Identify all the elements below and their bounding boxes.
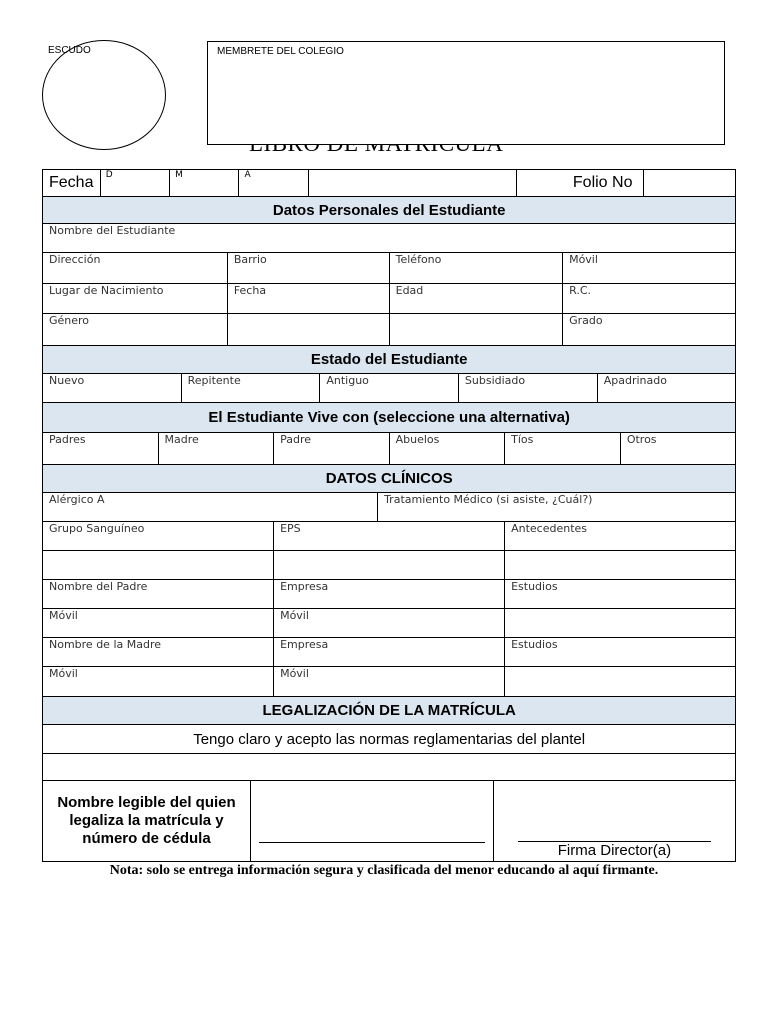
status-option-subsidiado[interactable]: Subsidiado xyxy=(458,374,597,403)
status-option-repitente[interactable]: Repitente xyxy=(181,374,320,403)
birthplace-field[interactable]: Lugar de Nacimiento xyxy=(43,284,228,314)
lives-with-abuelos[interactable]: Abuelos xyxy=(389,433,504,465)
fecha-label: Fecha xyxy=(43,170,101,197)
father-name-field[interactable]: Nombre del Padre xyxy=(43,580,274,609)
mother-blank-field[interactable] xyxy=(505,667,736,697)
blank-date-field[interactable] xyxy=(308,170,516,197)
gender-field[interactable]: Género xyxy=(43,314,228,346)
signature-line xyxy=(259,842,485,843)
lives-with-section-header: El Estudiante Vive con (seleccione una alternativa) xyxy=(43,403,736,433)
folio-field[interactable] xyxy=(643,170,735,197)
membrete-label: MEMBRETE DEL COLEGIO xyxy=(217,46,344,57)
mother-studies-field[interactable]: Estudios xyxy=(505,638,736,667)
mother-name-field[interactable]: Nombre de la Madre xyxy=(43,638,274,667)
status-option-apadrinado[interactable]: Apadrinado xyxy=(597,374,736,403)
mother-mobile-field[interactable]: Móvil xyxy=(43,667,274,697)
rc-field[interactable]: R.C. xyxy=(563,284,736,314)
folio-label: Folio No xyxy=(516,170,643,197)
escudo-placeholder xyxy=(42,40,166,150)
address-field[interactable]: Dirección xyxy=(43,253,228,284)
lives-with-otros[interactable]: Otros xyxy=(620,433,736,465)
mobile-field[interactable]: Móvil xyxy=(563,253,736,284)
clinical-section-header: DATOS CLÍNICOS xyxy=(43,465,736,493)
lives-with-tios[interactable]: Tíos xyxy=(505,433,621,465)
year-field[interactable]: A xyxy=(239,170,308,197)
mother-company-mobile-field[interactable]: Móvil xyxy=(274,667,505,697)
medical-history-field[interactable]: Antecedentes xyxy=(505,522,736,551)
gender-blank-2[interactable] xyxy=(389,314,562,346)
status-section-header: Estado del Estudiante xyxy=(43,346,736,374)
lives-with-padres[interactable]: Padres xyxy=(43,433,159,465)
grade-field[interactable]: Grado xyxy=(563,314,736,346)
age-field[interactable]: Edad xyxy=(389,284,562,314)
legal-name-signature-cell[interactable] xyxy=(250,781,493,862)
medical-treatment-field[interactable]: Tratamiento Médico (si asiste, ¿Cuál?) xyxy=(378,493,736,522)
legal-name-label-cell xyxy=(43,781,251,862)
birthdate-field[interactable]: Fecha xyxy=(227,284,389,314)
enrollment-form-table xyxy=(42,169,736,862)
status-option-antiguo[interactable]: Antiguo xyxy=(320,374,459,403)
father-company-mobile-field[interactable]: Móvil xyxy=(274,609,505,638)
acceptance-statement: Tengo claro y acepto las normas reglamentarias del plantel xyxy=(43,725,736,754)
student-name-field[interactable]: Nombre del Estudiante xyxy=(43,224,736,253)
director-signature-caption: Firma Director(a) xyxy=(557,842,672,859)
director-signature-cell[interactable] xyxy=(493,781,736,862)
acceptance-blank-row[interactable] xyxy=(43,754,736,781)
father-company-field[interactable]: Empresa xyxy=(274,580,505,609)
legalization-section-header: LEGALIZACIÓN DE LA MATRÍCULA xyxy=(43,697,736,725)
father-blank-field[interactable] xyxy=(505,609,736,638)
clinical-blank-1[interactable] xyxy=(43,551,274,580)
lives-with-madre[interactable]: Madre xyxy=(158,433,274,465)
gender-blank-1[interactable] xyxy=(227,314,389,346)
eps-field[interactable]: EPS xyxy=(274,522,505,551)
clinical-blank-2[interactable] xyxy=(274,551,505,580)
day-field[interactable]: D xyxy=(100,170,169,197)
date-row xyxy=(43,170,736,197)
status-option-nuevo[interactable]: Nuevo xyxy=(43,374,182,403)
mother-company-field[interactable]: Empresa xyxy=(274,638,505,667)
phone-field[interactable]: Teléfono xyxy=(389,253,562,284)
escudo-label: ESCUDO xyxy=(48,45,91,56)
legal-name-label: Nombre legible del quien legaliza la matrícula y número de cédula xyxy=(57,794,236,847)
lives-with-padre[interactable]: Padre xyxy=(274,433,390,465)
father-mobile-field[interactable]: Móvil xyxy=(43,609,274,638)
membrete-box xyxy=(207,41,725,145)
allergic-field[interactable]: Alérgico A xyxy=(43,493,378,522)
month-field[interactable]: M xyxy=(170,170,239,197)
blood-type-field[interactable]: Grupo Sanguíneo xyxy=(43,522,274,551)
footer-note: Nota: solo se entrega información segura y clasificada del menor educando al aquí firmante. xyxy=(109,863,659,878)
neighborhood-field[interactable]: Barrio xyxy=(227,253,389,284)
clinical-blank-3[interactable] xyxy=(505,551,736,580)
father-studies-field[interactable]: Estudios xyxy=(505,580,736,609)
personal-section-header: Datos Personales del Estudiante xyxy=(43,197,736,224)
